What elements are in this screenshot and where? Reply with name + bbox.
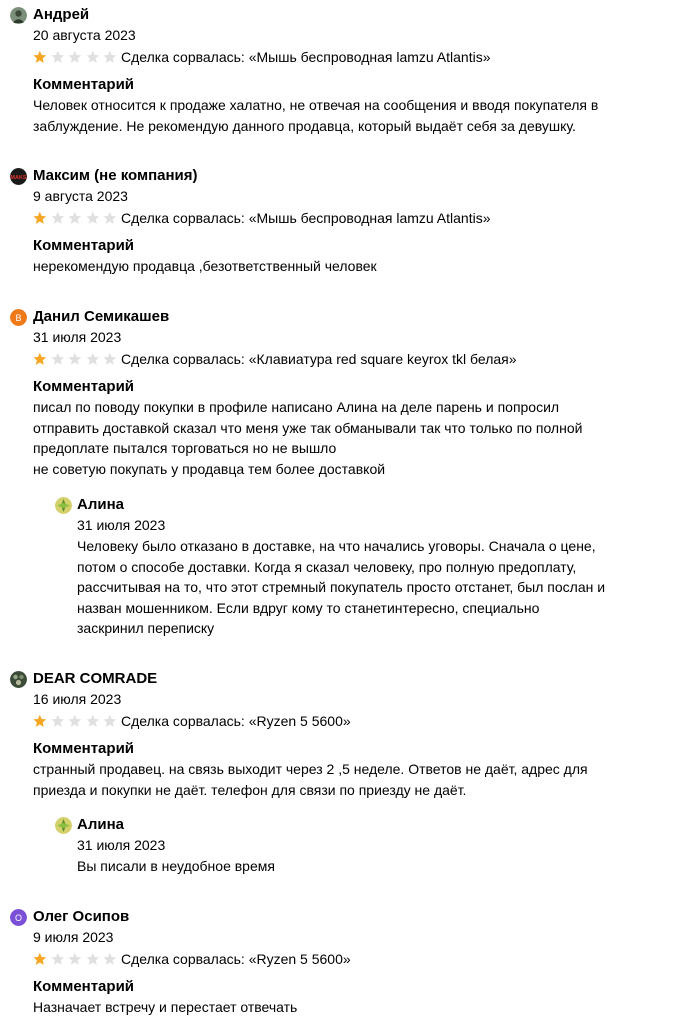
comment-label: Комментарий <box>33 378 135 395</box>
comment-text <box>33 256 673 277</box>
reply-header <box>55 815 675 835</box>
reply-date: 31 июля 2023 <box>77 517 166 533</box>
avatar[interactable] <box>10 309 27 326</box>
comment-text <box>33 397 673 479</box>
reply-line: рассчитывая на то, что этот стремный покупатель просто отстанет, был послан и <box>77 579 606 595</box>
star-empty-icon <box>51 352 65 366</box>
comment-line: приезда и покупки не даёт. телефон для связи по приезду не даёт. <box>33 781 467 798</box>
reply-text <box>77 536 675 639</box>
review-author[interactable]: DEAR COMRADE <box>33 670 158 687</box>
star-empty-icon <box>103 352 117 366</box>
reply-line: назван мошенником. Если вдруг кому то станетинтересно, специально <box>77 599 540 616</box>
avatar[interactable] <box>10 7 27 24</box>
review-date: 9 августа 2023 <box>33 188 128 204</box>
comment-line: отправить доставкой сказал что меня уже так обманывали так что только по полной <box>33 419 583 436</box>
review-date: 9 июля 2023 <box>33 929 114 945</box>
comment-text <box>33 759 673 800</box>
star-empty-icon <box>86 952 100 966</box>
avatar[interactable] <box>10 168 27 185</box>
comment-text <box>33 95 673 136</box>
star-empty-icon <box>103 211 117 225</box>
review-author[interactable]: Максим (не компания) <box>33 167 198 184</box>
deal-status: Сделка сорвалась: «Мышь беспроводная lamzu Atlantis» <box>121 48 491 65</box>
star-filled-icon <box>33 714 47 728</box>
review-header <box>10 307 680 327</box>
avatar[interactable] <box>55 497 72 514</box>
avatar[interactable] <box>10 909 27 926</box>
star-empty-icon <box>51 211 65 225</box>
star-empty-icon <box>68 952 82 966</box>
review-date: 20 августа 2023 <box>33 27 136 43</box>
star-empty-icon <box>86 714 100 728</box>
reply-header <box>55 495 675 515</box>
comment-line: предоплате пытался торговаться но не вышло <box>33 440 337 456</box>
avatar-text: MAKS <box>10 175 27 181</box>
reply-line: заскринил переписку <box>77 620 215 636</box>
star-empty-icon <box>51 50 65 64</box>
comment-line: заблуждение. Не рекомендую данного продавца, который выдаёт себя за девушку. <box>33 117 576 134</box>
star-empty-icon <box>103 952 117 966</box>
star-empty-icon <box>51 952 65 966</box>
star-filled-icon <box>33 50 47 64</box>
comment-label: Комментарий <box>33 740 135 757</box>
reply-date: 31 июля 2023 <box>77 837 166 853</box>
reply-line: Вы писали в неудобное время <box>77 858 275 874</box>
star-empty-icon <box>86 211 100 225</box>
star-empty-icon <box>86 352 100 366</box>
star-empty-icon <box>68 211 82 225</box>
comment-line: писал по поводу покупки в профиле написано Алина на деле парень и попросил <box>33 399 560 415</box>
comment-line: нерекомендую продавца ,безответственный человек <box>33 258 377 274</box>
star-rating <box>33 714 121 728</box>
reply-author[interactable]: Алина <box>77 816 124 833</box>
review-card <box>10 907 680 1018</box>
star-rating <box>33 952 121 966</box>
rating-row <box>33 46 680 67</box>
comment-label: Комментарий <box>33 76 135 93</box>
rating-row <box>33 948 680 969</box>
rating-row <box>33 348 680 369</box>
star-empty-icon <box>103 714 117 728</box>
seller-reply <box>55 815 675 877</box>
review-author[interactable]: Данил Семикашев <box>33 308 170 325</box>
rating-row <box>33 207 680 228</box>
star-empty-icon <box>68 50 82 64</box>
deal-status: Сделка сорвалась: «Ryzen 5 5600» <box>121 950 351 967</box>
star-empty-icon <box>86 50 100 64</box>
review-date: 31 июля 2023 <box>33 329 122 345</box>
star-filled-icon <box>33 352 47 366</box>
star-filled-icon <box>33 952 47 966</box>
rating-row <box>33 710 680 731</box>
review-card <box>10 166 680 277</box>
star-rating <box>33 50 121 64</box>
star-empty-icon <box>68 352 82 366</box>
deal-status: Сделка сорвалась: «Клавиатура red square keyrox tkl белая» <box>121 350 517 367</box>
star-rating <box>33 211 121 225</box>
comment-line: странный продавец. на связь выходит через 2 ,5 неделе. Ответов не даёт, адрес для <box>33 761 588 777</box>
comment-text <box>33 997 673 1018</box>
star-empty-icon <box>68 714 82 728</box>
review-card <box>10 5 680 136</box>
reply-author[interactable]: Алина <box>77 496 124 513</box>
reply-line: потом о способе доставки. Когда я сказал человеку, про полную предоплату, <box>77 558 577 575</box>
review-header <box>10 166 680 186</box>
review-header <box>10 5 680 25</box>
deal-status: Сделка сорвалась: «Мышь беспроводная lamzu Atlantis» <box>121 209 491 226</box>
avatar-text: О <box>14 913 23 923</box>
avatar[interactable] <box>55 817 72 834</box>
star-rating <box>33 352 121 366</box>
review-date: 16 июля 2023 <box>33 691 122 707</box>
star-filled-icon <box>33 211 47 225</box>
comment-line: Человек относится к продаже халатно, не отвечая на сообщения и вводя покупателя в <box>33 97 599 113</box>
review-header <box>10 669 680 689</box>
avatar-text: В <box>15 313 22 323</box>
review-card <box>10 669 680 800</box>
star-empty-icon <box>51 714 65 728</box>
deal-status: Сделка сорвалась: «Ryzen 5 5600» <box>121 712 351 729</box>
seller-reply <box>55 495 675 639</box>
comment-label: Комментарий <box>33 237 135 254</box>
comment-line: не советую покупать у продавца тем более доставкой <box>33 460 386 477</box>
avatar[interactable] <box>10 671 27 688</box>
star-empty-icon <box>103 50 117 64</box>
reply-line: Человеку было отказано в доставке, на что начались уговоры. Сначала о цене, <box>77 538 596 554</box>
reply-text <box>77 856 675 877</box>
review-header <box>10 907 680 927</box>
review-author[interactable]: Олег Осипов <box>33 908 130 925</box>
review-author[interactable]: Андрей <box>33 6 90 23</box>
comment-label: Комментарий <box>33 978 135 995</box>
review-card <box>10 307 680 479</box>
comment-line: Назначает встречу и перестает отвечать <box>33 999 298 1015</box>
